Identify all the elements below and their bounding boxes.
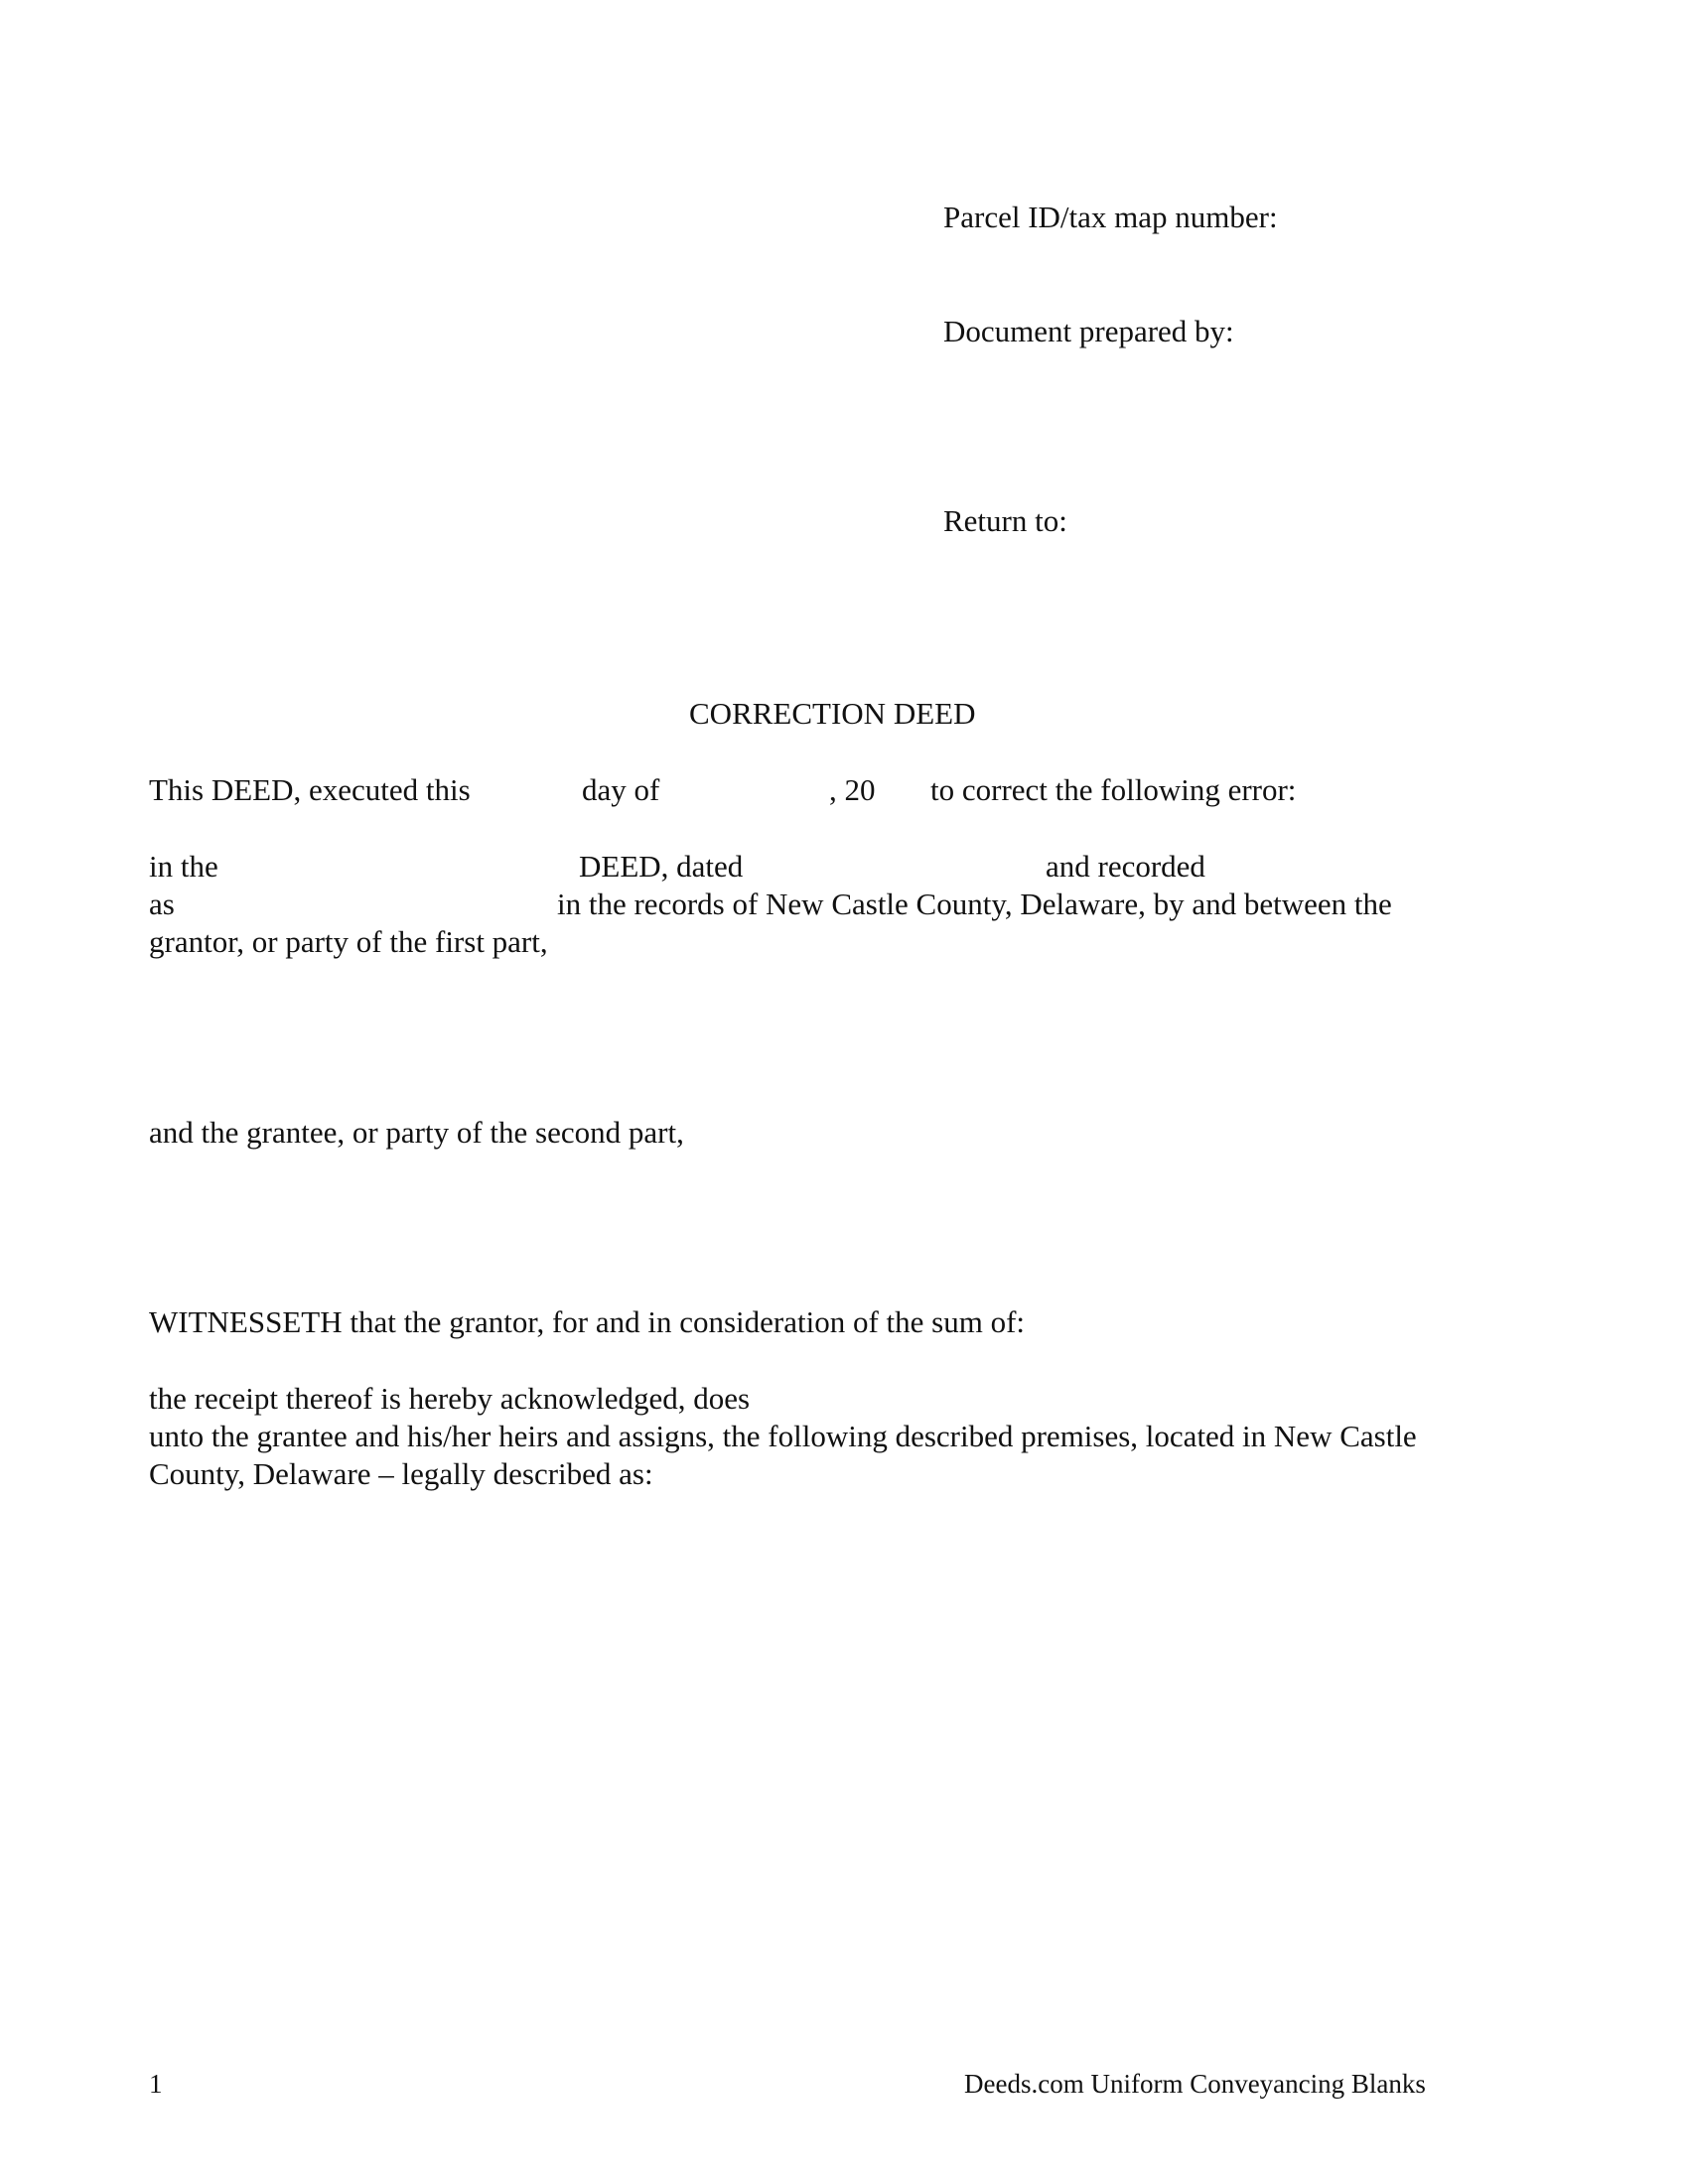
execution-year-prefix: , 20 [829,772,876,807]
parcel-id-label: Parcel ID/tax map number: [943,200,1278,234]
recital-records-text: in the records of New Castle County, Delaware, by and between the [557,887,1392,921]
return-to-label: Return to: [943,503,1067,538]
conveyance-line-1: the receipt thereof is hereby acknowledged, does [149,1381,751,1416]
recital-as: as [149,887,175,921]
witnesseth-text: WITNESSETH that the grantor, for and in consideration of the sum of: [149,1304,1026,1339]
footer-publisher: Deeds.com Uniform Conveyancing Blanks [964,2069,1426,2099]
execution-intro: This DEED, executed this [149,772,471,807]
recital-deed-dated: DEED, dated [579,849,744,884]
grantee-text: and the grantee, or party of the second part, [149,1115,684,1150]
recital-grantor-text: grantor, or party of the first part, [149,924,548,959]
document-prepared-by-label: Document prepared by: [943,314,1234,348]
conveyance-line-2: unto the grantee and his/her heirs and assigns, the following described premises, located in New Castle [149,1419,1417,1453]
execution-day-of: day of [582,772,660,807]
recital-in-the: in the [149,849,218,884]
conveyance-line-3: County, Delaware – legally described as: [149,1456,653,1491]
page-number: 1 [149,2069,163,2099]
recital-and-recorded: and recorded [1046,849,1205,884]
document-title: CORRECTION DEED [689,696,976,731]
execution-purpose: to correct the following error: [930,772,1297,807]
